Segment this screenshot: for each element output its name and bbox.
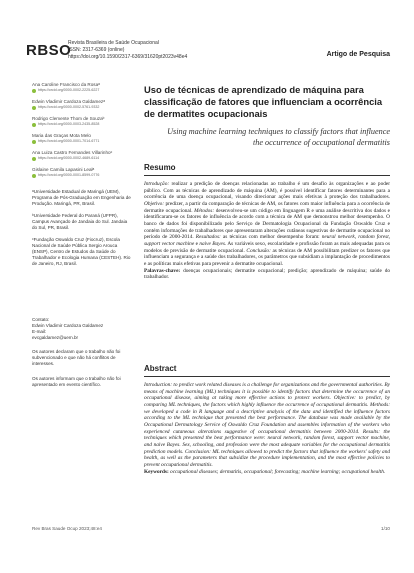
author-name: Rodrigo Clemente Thom de Souzaᵇ — [32, 116, 105, 121]
intro-label: Introdução: — [144, 181, 170, 187]
page-number: 1/10 — [381, 526, 390, 531]
resumo-keywords — [144, 268, 390, 281]
orcid-icon — [32, 89, 36, 93]
correspondence-label: Contato: — [32, 317, 50, 322]
author-name: Edwin Vladimir Cardoza Galdamezᵃ — [32, 99, 105, 104]
author-name: Ana Caroline Francisco da Rosaᵃ — [32, 82, 100, 87]
keywords-label-en: Keywords: — [144, 468, 169, 475]
results-text: as técnicas com melhor desempenho foram: — [220, 234, 322, 241]
resumo-heading: Resumo — [144, 163, 176, 172]
abstract-heading: Abstract — [144, 364, 177, 373]
orcid-link[interactable] — [32, 122, 132, 127]
orcid-link[interactable] — [32, 139, 132, 144]
orcid-url[interactable]: https://orcid.org/0000-0002-5761-9332 — [38, 105, 100, 109]
correspondence-email-label: E-mail: — [32, 329, 47, 334]
journal-header — [26, 40, 390, 70]
author-item — [32, 167, 132, 178]
abstract-body: Introduction: to predict work related diseases is a challenge for organizations and the governmental authorities. By means of machine learning (ML) techniques it is possible to identify factors that determine the occurrence of an occupational disease, aiming at taking more effective actions to protect workers. Objective: to predict, by comparing ML techniques, the factors which highly influence the occurrence of occupational dermatitis. Methods: we developed a code in R language and a descriptive analysis of the data and identified the influence factors according to the ML technique that presented the best performance. The database was made available by the Occupational Dermatology Service of Oswaldo Cruz Foundation and assembles information of the workers who experienced cutaneous alterations suggestive of occupational dermatitis between 2000-2014. Results: the techniques which presented the best performance were: neural network, random forest, support vector machine, and naive Bayes. Sex, schooling, and profession were the most adequate variables for the occupational dermatitis prediction models. Conclusion: ML techniques allowed to predict the factors that influence the workers' safety and health, as well as the parameters that subsidize the procedure implementation, and the most effective policies to prevent occupational dermatitis. — [144, 382, 390, 468]
author-item — [32, 82, 132, 93]
orcid-icon — [32, 123, 36, 127]
resumo-rule — [144, 175, 390, 176]
abstract-keywords — [144, 469, 390, 476]
orcid-url[interactable]: https://orcid.org/0000-0002-2225-6227 — [38, 88, 100, 92]
author-item — [32, 116, 132, 127]
journal-logo: RBSO — [26, 42, 72, 59]
keywords-text-en: occupational diseases; dermatitis, occupational; forecasting; machine learning; occupational health. — [168, 468, 386, 475]
affiliation-list — [32, 189, 132, 273]
funding-statement: Os autores declaram que o trabalho não foi subvencionado e que não há conflitos de interesses. — [32, 349, 121, 366]
orcid-link[interactable] — [32, 156, 132, 161]
article-title: Uso de técnicas de aprendizado de máquina para classificação de fatores que influenciam a ocorrência de dermatites ocupacionais — [144, 84, 383, 119]
intro-text: realizar a predição de doenças relacionadas ao trabalho é um desafio às organizações e ao poder público. Com as técnicas de aprendizado de máquina (AM), é possível identificar fatores determinantes para a ocorrência de uma doença ocupacional, visando direcionar ações mais efetivas à proteção dos trabalhadores. — [144, 181, 390, 201]
author-item — [32, 133, 132, 144]
affiliation-item: ᵇUniversidade Federal do Paraná (UFPR), Campus Avançado de Jandaia do Sul. Jandaia do Sul, PR, Brasil. — [32, 213, 128, 230]
objective-label: Objetivo: — [144, 200, 165, 207]
author-item — [32, 99, 132, 110]
methods-text: desenvolveu-se um código em linguagem R e uma análise descritiva dos dados e identificaram-se os fatores de influência de acordo com a técnica de AM que demonstrou melhor desempenho. O banco de dados foi disponibilizado pelo Serviço de Dermatologia Ocupacional da Fundação Oswaldo Cruz e contém informações de trabalhadores que apresentaram alterações cutâneas sugestivas de dermatite ocupacional no período de 2000-2014. — [144, 207, 390, 241]
journal-issn: ISSN: 2317-6369 (online) — [68, 47, 125, 53]
results-label: Resultados: — [195, 234, 221, 241]
journal-info — [68, 40, 187, 61]
orcid-url[interactable]: https://orcid.org/0000-0001-8599-0776 — [38, 173, 100, 177]
author-name: Ana Luiza Castro Fernandes Villarinhoᶜ — [32, 150, 113, 155]
article-type: Artigo de Pesquisa — [326, 51, 390, 58]
article-title-english: Using machine learning techniques to classify factors that influence the occurrence of occupational dermatitis — [167, 127, 390, 147]
orcid-url[interactable]: https://orcid.org/0000-0002-4689-6114 — [38, 156, 100, 160]
author-name: Maria das Graças Mota Melo — [32, 133, 91, 138]
orcid-icon — [32, 157, 36, 161]
orcid-icon — [32, 106, 36, 110]
results-text-3: . As variáveis sexo, escolaridade e profissão foram as mais adequadas para os modelos de previsão de dermatite ocupacional. — [144, 240, 391, 254]
presentation-statement: Os autores informam que o trabalho não foi apresentado em evento científico. — [32, 376, 121, 387]
orcid-link[interactable] — [32, 88, 132, 93]
affiliation-item: ᵃUniversidade Estadual de Maringá (UEM), Programa de Pós-Graduação em Engenharia de Produção. Maringá, PR, Brasil. — [32, 189, 131, 206]
abstract-text — [144, 382, 390, 475]
orcid-url[interactable]: https://orcid.org/0000-0003-2435-8528 — [38, 122, 100, 126]
author-name: Gislaine Camila Lapasini Lealᵃ — [32, 167, 95, 172]
results-text-2: e — [194, 240, 200, 247]
abstract-rule — [144, 376, 390, 377]
author-item — [32, 150, 132, 161]
author-list — [32, 82, 132, 184]
resumo-text — [144, 181, 390, 281]
conclusion-label: Conclusão: — [246, 247, 271, 254]
results-methods: neural network, random forest, support vector machine — [144, 234, 390, 247]
conclusion-text: as técnicas de AM possibilitam predizer os fatores que influenciam a segurança e a saúde dos trabalhadores, os parâmetros que subsidiam a implantação de procedimentos e as políticas mais efetivas para prevenir a dermatite ocupacional. — [144, 247, 390, 267]
results-naive-bayes: naive Bayes — [199, 240, 225, 247]
orcid-link[interactable] — [32, 105, 132, 110]
methods-label: Métodos: — [194, 207, 215, 214]
orcid-link[interactable] — [32, 173, 132, 178]
objective-text: predizer, a partir da comparação de técnicas de AM, os fatores com maior influência para a ocorrência de dermatite ocupacional. — [144, 200, 390, 214]
keywords-label: Palavras-chave: — [144, 267, 181, 274]
affiliation-item: ᶜFundação Oswaldo Cruz (Fiocruz), Escola Nacional de Saúde Pública Sergio Arouca (ENSP), Centro de Estudos da Saúde do Trabalhador e Ecologia Humana (CESTEH). Rio de Janeiro, RJ, Brasil. — [32, 237, 131, 266]
correspondence-name: Edwin Vladimir Cardoza Galdamez — [32, 323, 104, 328]
journal-name: Revista Brasileira de Saúde Ocupacional — [68, 40, 159, 46]
correspondence-email[interactable]: evcgaldamez@uem.br — [32, 335, 79, 340]
footer-citation: Rev Bras Saude Ocup 2023;48:e4 — [32, 526, 102, 531]
keywords-text: doenças ocupacionais; dermatite ocupacional; predição; aprendizado de máquina; saúde do trabalhador. — [144, 267, 390, 281]
correspondence — [32, 317, 132, 341]
orcid-icon — [32, 140, 36, 144]
orcid-url[interactable]: https://orcid.org/0000-0001-7014-6771 — [38, 139, 100, 143]
orcid-icon — [32, 174, 36, 178]
doi-link[interactable]: https://doi.org/10.1590/2317-6369/31620pt2023v48e4 — [68, 54, 188, 60]
